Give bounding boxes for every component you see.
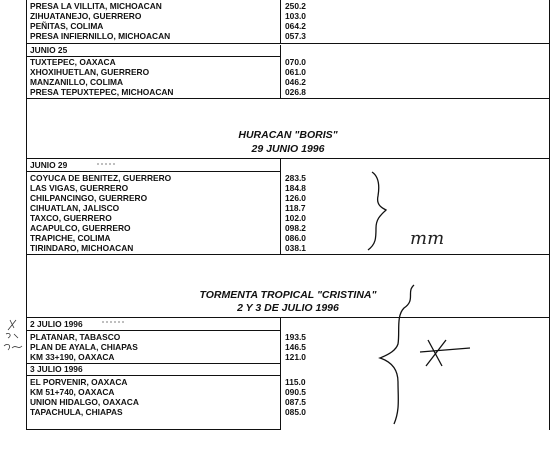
rain-value: 193.5 [285, 332, 306, 342]
brace-mark [368, 172, 386, 250]
station-name: UNION HIDALGO, OAXACA [30, 397, 139, 407]
margin-scribble [6, 333, 18, 338]
station-name: KM 51+740, OAXACA [30, 387, 115, 397]
storm-title: TORMENTA TROPICAL "CRISTINA" [199, 289, 377, 301]
rain-value: 121.0 [285, 352, 306, 362]
margin-scribble [4, 344, 22, 350]
station-name: XHOXIHUETLAN, GUERRERO [30, 67, 150, 77]
rain-value: 026.8 [285, 87, 306, 97]
rain-value: 085.0 [285, 407, 306, 417]
rain-value: 046.2 [285, 77, 306, 87]
station-name: PRESA INFIERNILLO, MICHOACAN [30, 31, 171, 41]
x-mark [420, 340, 470, 366]
date-heading: 2 JULIO 1996 [30, 319, 83, 329]
storm-date: 2 Y 3 DE JULIO 1996 [237, 302, 339, 314]
date-heading: 3 JULIO 1996 [30, 364, 83, 374]
station-name: CHILPANCINGO, GUERRERO [30, 193, 148, 203]
station-name: EL PORVENIR, OAXACA [30, 377, 128, 387]
rain-value: 103.0 [285, 11, 306, 21]
station-name: MANZANILLO, COLIMA [30, 77, 124, 87]
station-name: TAPACHULA, CHIAPAS [30, 407, 123, 417]
station-name: ZIHUATANEJO, GUERRERO [30, 11, 142, 21]
rain-value: 115.0 [285, 377, 306, 387]
rain-value: 064.2 [285, 21, 306, 31]
rain-value: 283.5 [285, 173, 306, 183]
rain-value: 098.2 [285, 223, 306, 233]
station-name: PRESA TEPUXTEPEC, MICHOACAN [30, 87, 174, 97]
rain-value: 090.5 [285, 387, 306, 397]
rain-value: 087.5 [285, 397, 306, 407]
rain-value: 250.2 [285, 1, 306, 11]
margin-scribble [8, 320, 16, 330]
station-name: PLATANAR, TABASCO [30, 332, 121, 342]
storm-title: HURACAN "BORIS" [238, 129, 338, 141]
handwritten-unit-note: mm [410, 228, 445, 249]
station-name: PLAN DE AYALA, CHIAPAS [30, 342, 138, 352]
rain-value: 038.1 [285, 243, 306, 253]
rain-value: 070.0 [285, 57, 306, 67]
rain-value: 146.5 [285, 342, 306, 352]
rain-value: 057.3 [285, 31, 306, 41]
station-name: ACAPULCO, GUERRERO [30, 223, 131, 233]
date-heading: JUNIO 25 [30, 45, 68, 55]
rain-value: 118.7 [285, 203, 306, 213]
station-name: TIRINDARO, MICHOACAN [30, 243, 134, 253]
station-name: PEÑITAS, COLIMA [30, 21, 104, 31]
rain-value: 061.0 [285, 67, 306, 77]
station-name: KM 33+190, OAXACA [30, 352, 115, 362]
date-heading: JUNIO 29 [30, 160, 68, 170]
station-name: PRESA LA VILLITA, MICHOACAN [30, 1, 162, 11]
rain-value: 126.0 [285, 193, 306, 203]
brace-mark [380, 285, 414, 424]
station-name: LAS VIGAS, GUERRERO [30, 183, 129, 193]
station-name: COYUCA DE BENITEZ, GUERRERO [30, 173, 172, 183]
station-name: CIHUATLAN, JALISCO [30, 203, 120, 213]
rain-value: 086.0 [285, 233, 306, 243]
station-name: TRAPICHE, COLIMA [30, 233, 111, 243]
rain-value: 184.8 [285, 183, 306, 193]
station-name: TUXTEPEC, OAXACA [30, 57, 116, 67]
storm-date: 29 JUNIO 1996 [251, 143, 325, 155]
rain-value: 102.0 [285, 213, 306, 223]
station-name: TAXCO, GUERRERO [30, 213, 112, 223]
